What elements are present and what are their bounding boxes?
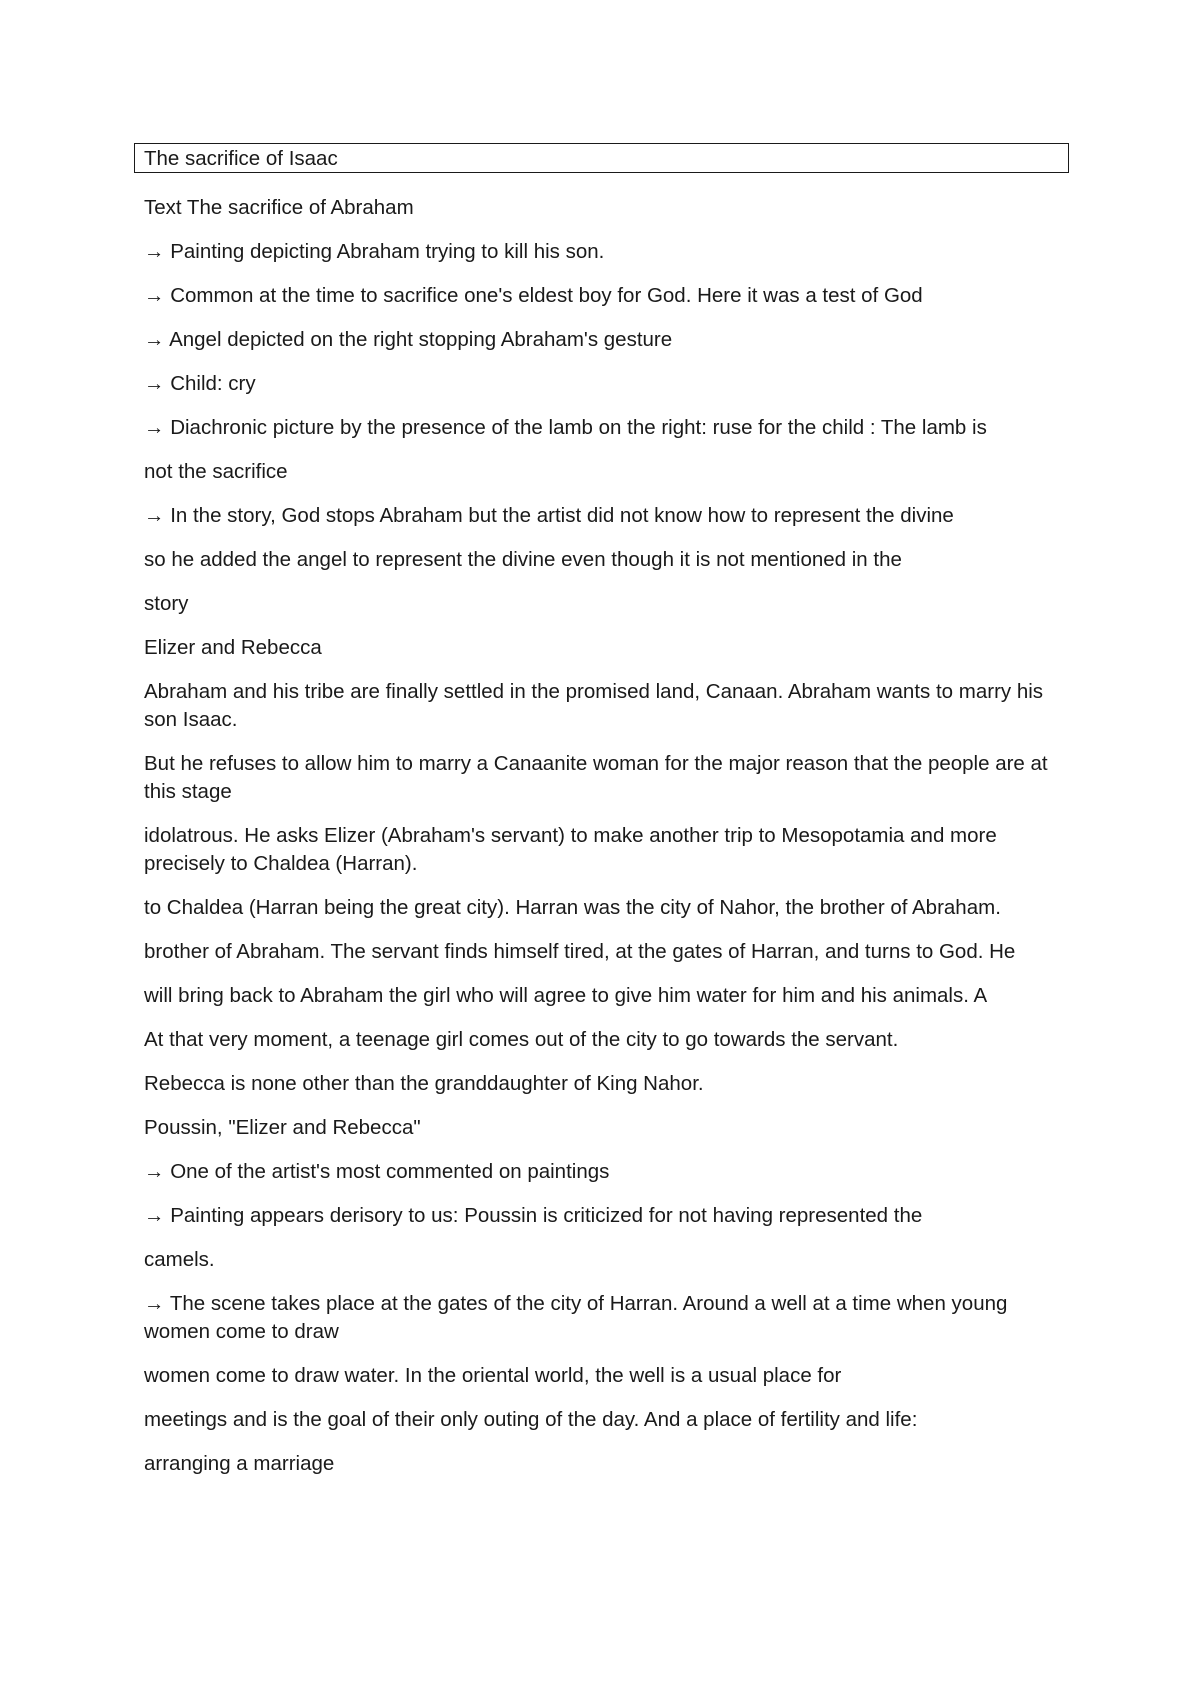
- paragraph: so he added the angel to represent the divine even though it is not mentioned in the: [144, 548, 902, 571]
- section-title: The sacrifice of Isaac: [134, 143, 1069, 173]
- paragraph: → The scene takes place at the gates of the city of Harran. Around a well at a time when young women come to draw: [144, 1292, 1008, 1343]
- paragraph: arranging a marriage: [144, 1452, 335, 1475]
- paragraph: idolatrous. He asks Elizer (Abraham's servant) to make another trip to Mesopotamia and more precisely to Chaldea (Harran).: [144, 824, 997, 875]
- paragraph: meetings and is the goal of their only outing of the day. And a place of fertility and life:: [144, 1408, 918, 1431]
- paragraph: → Diachronic picture by the presence of the lamb on the right: ruse for the child : The lamb is: [144, 416, 987, 439]
- paragraph: Text The sacrifice of Abraham: [144, 196, 414, 219]
- paragraph: camels.: [144, 1248, 215, 1271]
- paragraph: → In the story, God stops Abraham but the artist did not know how to represent the divine: [144, 504, 954, 527]
- paragraph: → Child: cry: [144, 372, 256, 395]
- paragraph: → Common at the time to sacrifice one's eldest boy for God. Here it was a test of God: [144, 284, 923, 307]
- paragraph: not the sacrifice: [144, 460, 288, 483]
- paragraph: women come to draw water. In the oriental world, the well is a usual place for: [144, 1364, 842, 1387]
- document-body: [144, 194, 1074, 1494]
- paragraph: will bring back to Abraham the girl who will agree to give him water for him and his animals. A: [144, 984, 988, 1007]
- paragraph: Abraham and his tribe are finally settled in the promised land, Canaan. Abraham wants to marry his son Isaac.: [144, 680, 1044, 731]
- paragraph: But he refuses to allow him to marry a Canaanite woman for the major reason that the people are at this stage: [144, 752, 1048, 803]
- section-heading: Elizer and Rebecca: [144, 636, 322, 659]
- paragraph: → One of the artist's most commented on paintings: [144, 1160, 610, 1183]
- paragraph: to Chaldea (Harran being the great city). Harran was the city of Nahor, the brother of Abraham.: [144, 896, 1001, 919]
- paragraph: → Painting appears derisory to us: Poussin is criticized for not having represented the: [144, 1204, 923, 1227]
- paragraph: → Angel depicted on the right stopping Abraham's gesture: [144, 328, 673, 351]
- paragraph: At that very moment, a teenage girl comes out of the city to go towards the servant.: [144, 1028, 899, 1051]
- paragraph: Poussin, "Elizer and Rebecca": [144, 1116, 421, 1139]
- paragraph: story: [144, 592, 189, 615]
- paragraph: brother of Abraham. The servant finds himself tired, at the gates of Harran, and turns to God. He: [144, 940, 1016, 963]
- paragraph: Rebecca is none other than the granddaughter of King Nahor.: [144, 1072, 704, 1095]
- paragraph: → Painting depicting Abraham trying to kill his son.: [144, 240, 605, 263]
